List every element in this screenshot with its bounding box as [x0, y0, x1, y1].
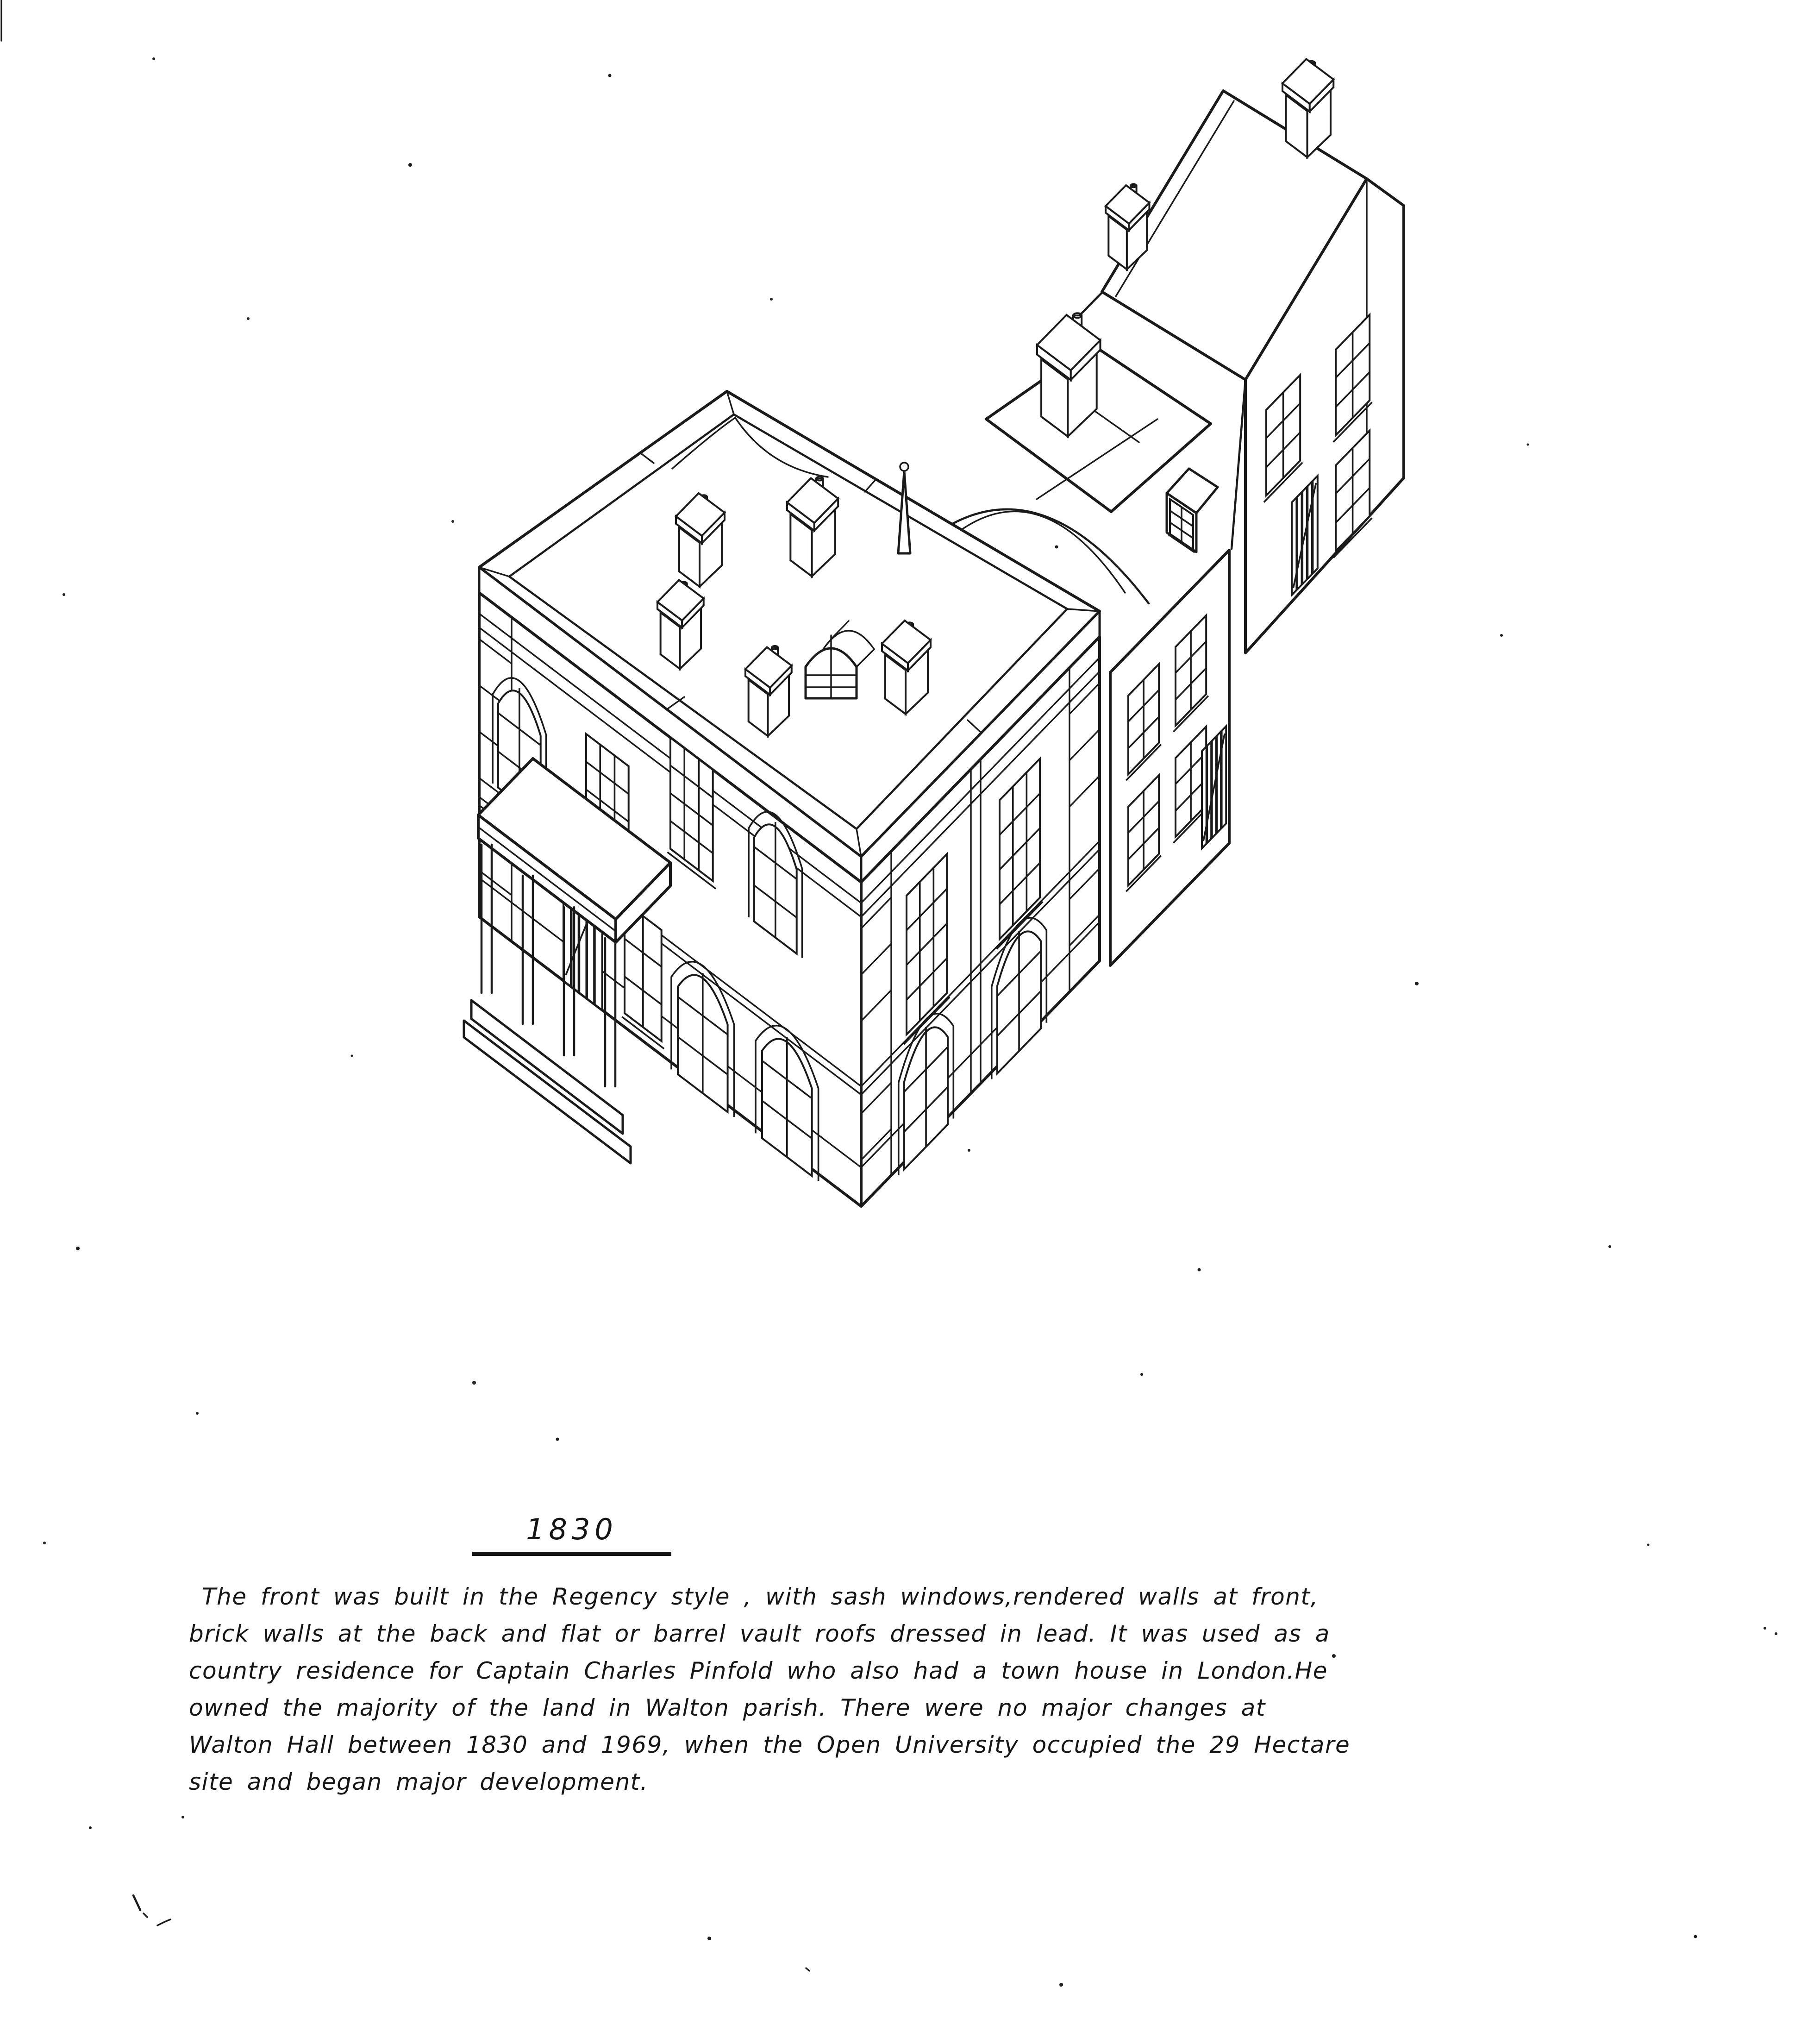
caption-line: country residence for Captain Charles Pinfold who also had a town house in London.He: [189, 1657, 1328, 1684]
caption-line: brick walls at the back and flat or barrel vault roofs dressed in lead. It was used as a: [189, 1620, 1330, 1647]
portico-steps: [471, 1000, 623, 1134]
caption-line: site and began major development.: [189, 1768, 649, 1795]
drawing-date-label: 1830: [472, 1512, 671, 1556]
dormer-window: [1167, 469, 1218, 552]
caption-line: The front was built in the Regency style , with sash windows,rendered walls at front,: [202, 1583, 1319, 1610]
caption-line: Walton Hall between 1830 and 1969, when the Open University occupied the 29 Hectare: [189, 1731, 1351, 1758]
rear-wing: [1102, 59, 1404, 653]
chimney-stack: [1282, 59, 1333, 157]
caption-line: owned the majority of the land in Walton parish. There were no major changes at: [189, 1694, 1266, 1721]
caption-text: [189, 1578, 1606, 1800]
